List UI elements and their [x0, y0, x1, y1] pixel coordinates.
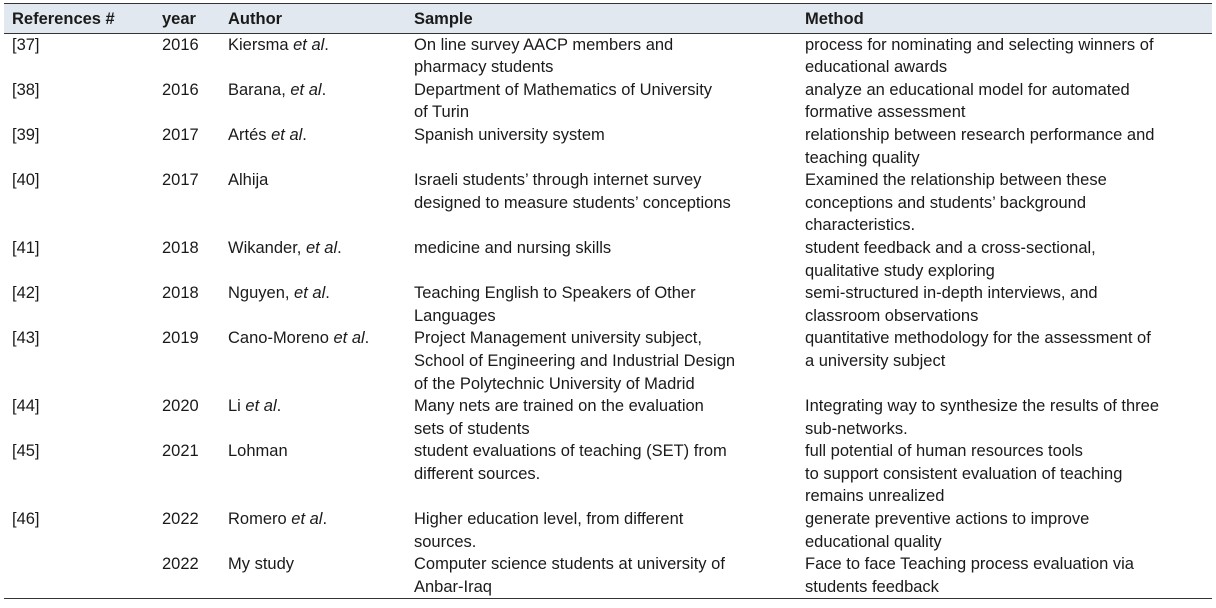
- method-line: conceptions and students’ background: [805, 193, 1086, 212]
- cell-sample: [414, 553, 805, 599]
- cell-method: [805, 124, 1212, 169]
- cell-sample: [414, 237, 805, 282]
- sample-line: Project Management university subject,: [414, 329, 702, 348]
- sample-line: of the Polytechnic University of Madrid: [414, 374, 695, 393]
- method-line: sub-networks.: [805, 419, 908, 438]
- header-method: Method: [805, 4, 1212, 34]
- author-name: Wikander,: [228, 238, 302, 257]
- author-name: Lohman: [228, 442, 288, 461]
- table-row: [4, 508, 1212, 553]
- author-name: Barana,: [228, 80, 286, 99]
- cell-author: [228, 440, 414, 508]
- cell-reference: [42]: [12, 284, 40, 303]
- method-line: characteristics.: [805, 216, 916, 235]
- table-row: [4, 33, 1212, 79]
- cell-year: 2018: [162, 284, 199, 303]
- author-dot: .: [276, 397, 282, 416]
- author-name: Nguyen,: [228, 284, 290, 303]
- cell-year: 2016: [162, 35, 199, 54]
- method-line: students feedback: [805, 577, 939, 596]
- table-row: [4, 553, 1212, 599]
- author-et-al: et al: [289, 284, 326, 303]
- cell-year: 2019: [162, 329, 199, 348]
- cell-method: [805, 395, 1212, 440]
- cell-sample: [414, 33, 805, 79]
- sample-line: sets of students: [414, 419, 530, 438]
- author-et-al: et al: [328, 329, 365, 348]
- sample-line: pharmacy students: [414, 58, 554, 77]
- author-et-al: et al: [266, 125, 303, 144]
- sample-line: Israeli students’ through internet survey: [414, 171, 702, 190]
- method-line: relationship between research performance and: [805, 125, 1155, 144]
- cell-method: [805, 79, 1212, 124]
- cell-author: [228, 237, 414, 282]
- cell-author: [228, 33, 414, 79]
- author-name: Li: [228, 397, 241, 416]
- sample-line: Anbar-Iraq: [414, 577, 492, 596]
- cell-sample: [414, 282, 805, 327]
- method-line: Examined the relationship between these: [805, 171, 1107, 190]
- references-table: [4, 3, 1212, 599]
- method-line: teaching quality: [805, 148, 920, 167]
- sample-line: Department of Mathematics of University: [414, 80, 713, 99]
- cell-author: [228, 508, 414, 553]
- method-line: educational awards: [805, 58, 948, 77]
- cell-reference: [40]: [12, 171, 40, 190]
- sample-line: Many nets are trained on the evaluation: [414, 397, 704, 416]
- author-name: Artés: [228, 125, 267, 144]
- table-header-row: [4, 4, 1212, 34]
- method-line: Integrating way to synthesize the results of three: [805, 397, 1160, 416]
- cell-method: [805, 508, 1212, 553]
- cell-sample: [414, 508, 805, 553]
- cell-year: 2020: [162, 397, 199, 416]
- method-line: analyze an educational model for automated: [805, 80, 1130, 99]
- cell-reference: [46]: [12, 510, 40, 529]
- cell-reference: [45]: [12, 442, 40, 461]
- sample-line: Higher education level, from different: [414, 510, 684, 529]
- cell-author: [228, 169, 414, 237]
- author-dot: .: [322, 510, 328, 529]
- author-et-al: et al: [240, 397, 277, 416]
- cell-reference: [44]: [12, 397, 40, 416]
- table-body: [4, 33, 1212, 599]
- sample-line: different sources.: [414, 464, 541, 483]
- sample-line: of Turin: [414, 103, 470, 122]
- method-line: remains unrealized: [805, 487, 945, 506]
- author-et-al: et al: [301, 238, 338, 257]
- cell-reference: [4, 553, 162, 599]
- method-line: student feedback and a cross-sectional,: [805, 238, 1096, 257]
- method-line: Face to face Teaching process evaluation via: [805, 555, 1134, 574]
- sample-line: School of Engineering and Industrial Design: [414, 351, 736, 370]
- cell-year: 2022: [162, 553, 228, 599]
- method-line: educational quality: [805, 532, 942, 551]
- cell-author: [228, 79, 414, 124]
- cell-method: [805, 553, 1212, 599]
- author-name: Romero: [228, 510, 287, 529]
- cell-method: [805, 327, 1212, 395]
- author-dot: .: [321, 80, 327, 99]
- method-line: qualitative study exploring: [805, 261, 995, 280]
- cell-method: [805, 33, 1212, 79]
- sample-line: Computer science students at university of: [414, 555, 725, 574]
- table-row: [4, 395, 1212, 440]
- cell-method: [805, 282, 1212, 327]
- cell-reference: [39]: [12, 125, 40, 144]
- author-dot: .: [324, 35, 329, 54]
- method-line: a university subject: [805, 351, 946, 370]
- cell-sample: [414, 327, 805, 395]
- cell-author: [228, 282, 414, 327]
- sample-line: Languages: [414, 306, 496, 325]
- author-et-al: et al: [288, 35, 325, 54]
- cell-year: 2017: [162, 125, 199, 144]
- cell-method: [805, 237, 1212, 282]
- author-dot: .: [302, 125, 307, 144]
- method-line: generate preventive actions to improve: [805, 510, 1090, 529]
- cell-sample: [414, 395, 805, 440]
- method-line: process for nominating and selecting winners of: [805, 35, 1154, 54]
- cell-reference: [43]: [12, 329, 40, 348]
- method-line: full potential of human resources tools: [805, 442, 1083, 461]
- table-row: [4, 440, 1212, 508]
- method-line: classroom observations: [805, 306, 979, 325]
- cell-sample: [414, 79, 805, 124]
- cell-reference: [41]: [12, 238, 40, 257]
- cell-author: [228, 395, 414, 440]
- header-year: year: [162, 4, 228, 34]
- cell-sample: [414, 440, 805, 508]
- sample-line: medicine and nursing skills: [414, 238, 612, 257]
- sample-line: On line survey AACP members and: [414, 35, 674, 54]
- header-references: References #: [4, 4, 162, 34]
- author-dot: .: [337, 238, 342, 257]
- cell-method: [805, 169, 1212, 237]
- sample-line: sources.: [414, 532, 477, 551]
- cell-year: 2022: [162, 510, 199, 529]
- cell-method: [805, 440, 1212, 508]
- method-line: semi-structured in-depth interviews, and: [805, 284, 1098, 303]
- author-name: Cano-Moreno: [228, 329, 329, 348]
- table-row: [4, 327, 1212, 395]
- method-line: to support consistent evaluation of teaching: [805, 464, 1123, 483]
- sample-line: Teaching English to Speakers of Other: [414, 284, 696, 303]
- table-row: [4, 237, 1212, 282]
- cell-year: 2017: [162, 171, 199, 190]
- header-sample: Sample: [414, 4, 805, 34]
- header-author: Author: [228, 4, 414, 34]
- method-line: formative assessment: [805, 103, 966, 122]
- sample-line: designed to measure students’ conceptions: [414, 193, 731, 212]
- cell-reference: [37]: [12, 35, 40, 54]
- table-row: [4, 79, 1212, 124]
- author-name: My study: [228, 555, 295, 574]
- author-name: Alhija: [228, 171, 269, 190]
- cell-year: 2016: [162, 80, 199, 99]
- sample-line: Spanish university system: [414, 125, 605, 144]
- table-row: [4, 124, 1212, 169]
- cell-author: [228, 553, 414, 599]
- cell-author: [228, 327, 414, 395]
- cell-author: [228, 124, 414, 169]
- table-row: [4, 282, 1212, 327]
- table-row: [4, 169, 1212, 237]
- cell-year: 2018: [162, 238, 199, 257]
- author-et-al: et al: [285, 80, 322, 99]
- cell-reference: [38]: [12, 80, 40, 99]
- cell-year: 2021: [162, 442, 199, 461]
- author-name: Kiersma: [228, 35, 289, 54]
- method-line: quantitative methodology for the assessment of: [805, 329, 1151, 348]
- author-et-al: et al: [286, 510, 323, 529]
- author-dot: .: [364, 329, 370, 348]
- cell-sample: [414, 169, 805, 237]
- cell-sample: [414, 124, 805, 169]
- author-dot: .: [325, 284, 330, 303]
- sample-line: student evaluations of teaching (SET) from: [414, 442, 727, 461]
